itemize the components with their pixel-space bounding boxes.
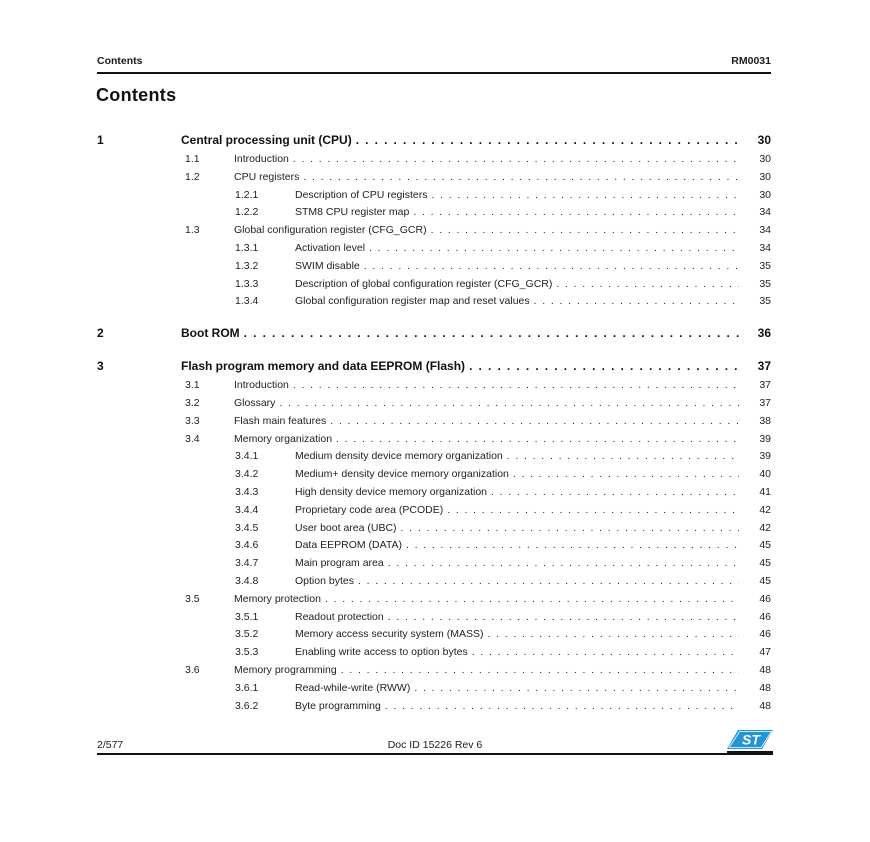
dot-leader bbox=[413, 206, 739, 219]
toc-entry-number: 3.4.6 bbox=[235, 539, 259, 552]
toc-entry-title: SWIM disable bbox=[295, 259, 360, 272]
toc-entry-number: 3.4 bbox=[185, 432, 200, 445]
toc-entry-title: Description of global configuration register (CFG_GCR) bbox=[295, 277, 553, 290]
toc-entry-number: 3.4.7 bbox=[235, 557, 259, 570]
toc-entry-page: 41 bbox=[759, 485, 771, 498]
toc-entry-number: 1.2.1 bbox=[235, 188, 259, 201]
toc-entry-page: 34 bbox=[759, 224, 771, 237]
toc-entry[interactable] bbox=[97, 646, 771, 664]
dot-leader bbox=[244, 326, 739, 340]
toc-entry[interactable] bbox=[97, 468, 771, 486]
dot-leader bbox=[385, 700, 739, 713]
toc-entry-number: 3.5.3 bbox=[235, 646, 259, 659]
toc-entry-number: 1.3.3 bbox=[235, 277, 259, 290]
toc-entry-number: 3.3 bbox=[185, 414, 200, 427]
toc-entry-title: Introduction bbox=[234, 153, 289, 165]
dot-leader bbox=[431, 189, 739, 202]
toc-entry-page: 37 bbox=[759, 379, 771, 392]
toc-entry-page: 40 bbox=[759, 468, 771, 481]
toc-entry[interactable] bbox=[97, 206, 771, 224]
dot-leader bbox=[431, 224, 739, 237]
dot-leader bbox=[556, 278, 739, 291]
toc-entry-title: High density device memory organization bbox=[295, 485, 488, 498]
toc-entry-title: Flash program memory and data EEPROM (Flash) bbox=[181, 359, 466, 374]
dot-leader bbox=[303, 171, 739, 184]
toc-entry-page: 45 bbox=[759, 574, 771, 587]
toc-entry[interactable] bbox=[97, 611, 771, 629]
toc-entry-number: 1.2 bbox=[185, 170, 200, 183]
dot-leader bbox=[447, 504, 739, 517]
toc-entry-title: Memory protection bbox=[234, 592, 321, 605]
toc-entry[interactable] bbox=[97, 171, 771, 189]
toc-entry[interactable] bbox=[97, 628, 771, 646]
toc-entry[interactable] bbox=[97, 242, 771, 260]
toc-entry-page: 39 bbox=[759, 450, 771, 463]
toc-entry[interactable] bbox=[97, 224, 771, 242]
toc-entry-page: 38 bbox=[759, 414, 771, 427]
toc-entry[interactable] bbox=[97, 557, 771, 575]
toc-entry[interactable] bbox=[97, 522, 771, 540]
dot-leader bbox=[491, 486, 739, 499]
dot-leader bbox=[369, 242, 739, 255]
toc-entry-number: 3.6.2 bbox=[235, 699, 259, 712]
toc-entry-title: STM8 CPU register map bbox=[295, 206, 410, 219]
dot-leader bbox=[534, 295, 739, 308]
toc-entry[interactable] bbox=[97, 260, 771, 278]
header-rule bbox=[97, 72, 771, 74]
toc-entry-title: Description of CPU registers bbox=[295, 188, 428, 201]
toc-entry-number: 3.5 bbox=[185, 592, 200, 605]
toc-entry-title: Enabling write access to option bytes bbox=[295, 646, 468, 659]
toc-entry-number: 3.4.8 bbox=[235, 574, 259, 587]
toc-entry-number: 3.5.2 bbox=[235, 628, 259, 641]
toc-entry-page: 48 bbox=[759, 699, 771, 712]
toc-entry-number: 3.4.5 bbox=[235, 521, 259, 534]
toc-entry[interactable] bbox=[97, 359, 771, 379]
toc-entry-page: 42 bbox=[759, 521, 771, 534]
toc-entry-number: 3 bbox=[97, 359, 104, 374]
toc-entry-page: 30 bbox=[759, 170, 771, 183]
toc-entry-number: 3.1 bbox=[185, 379, 200, 392]
footer-page-indicator: 2/577 bbox=[97, 739, 124, 751]
toc-entry-number: 1.3.1 bbox=[235, 241, 259, 254]
toc-entry-title: CPU registers bbox=[234, 170, 300, 183]
toc-entry-title: Main program area bbox=[295, 557, 384, 570]
toc-entry-title: Proprietary code area (PCODE) bbox=[295, 503, 444, 516]
toc-entry-title: Byte programming bbox=[295, 699, 381, 712]
toc-entry-number: 3.4.3 bbox=[235, 485, 259, 498]
dot-leader bbox=[364, 260, 739, 273]
dot-leader bbox=[293, 379, 739, 392]
toc-entry-page: 45 bbox=[759, 557, 771, 570]
dot-leader bbox=[293, 153, 739, 166]
footer-rule bbox=[97, 753, 773, 755]
toc-entry-title: Global configuration register (CFG_GCR) bbox=[234, 224, 427, 237]
toc-entry[interactable] bbox=[97, 664, 771, 682]
toc-entry-page: 48 bbox=[759, 681, 771, 694]
dot-leader bbox=[336, 433, 739, 446]
dot-leader bbox=[388, 557, 739, 570]
toc-entry-page: 35 bbox=[759, 277, 771, 290]
toc-entry-page: 46 bbox=[759, 592, 771, 605]
toc-entry-page: 30 bbox=[757, 133, 771, 147]
toc-entry[interactable] bbox=[97, 295, 771, 313]
toc-entry[interactable] bbox=[97, 326, 771, 346]
toc-entry-title: Data EEPROM (DATA) bbox=[295, 539, 402, 552]
toc-entry-page: 47 bbox=[759, 646, 771, 659]
dot-leader bbox=[487, 628, 739, 641]
toc-entry[interactable] bbox=[97, 593, 771, 611]
toc-entry-number: 3.6 bbox=[185, 663, 200, 676]
toc-entry-page: 46 bbox=[759, 610, 771, 623]
toc-entry-title: Memory organization bbox=[234, 432, 333, 445]
page-title: Contents bbox=[96, 85, 177, 105]
toc-entry-title: Option bytes bbox=[295, 574, 354, 587]
toc-entry-number: 1 bbox=[97, 133, 104, 147]
dot-leader bbox=[406, 539, 739, 552]
toc-entry-title: Introduction bbox=[234, 379, 289, 392]
toc-entry-number: 1.2.2 bbox=[235, 206, 259, 219]
toc-entry[interactable] bbox=[97, 133, 771, 153]
toc-entry-page: 34 bbox=[759, 241, 771, 254]
toc-entry[interactable] bbox=[97, 539, 771, 557]
toc-entry-page: 37 bbox=[759, 396, 771, 409]
toc-entry-page: 46 bbox=[759, 628, 771, 641]
dot-leader bbox=[472, 646, 739, 659]
footer-doc-id: Doc ID 15226 Rev 6 bbox=[387, 739, 483, 751]
toc-entry[interactable] bbox=[97, 379, 771, 397]
toc-entry-number: 1.3.2 bbox=[235, 259, 259, 272]
toc-entry-page: 37 bbox=[757, 359, 771, 374]
toc-entry-title: Medium density device memory organization bbox=[295, 450, 503, 463]
toc-entry-page: 34 bbox=[759, 206, 771, 219]
toc-entry-page: 42 bbox=[759, 503, 771, 516]
toc-entry-title: Readout protection bbox=[295, 610, 384, 623]
svg-text:ST: ST bbox=[742, 731, 760, 748]
toc-entry-number: 3.4.4 bbox=[235, 503, 259, 516]
toc-entry-title: Memory access security system (MASS) bbox=[295, 628, 484, 641]
toc-entry-title: Central processing unit (CPU) bbox=[181, 133, 352, 147]
toc-entry[interactable] bbox=[97, 189, 771, 207]
toc-entry-page: 35 bbox=[759, 295, 771, 308]
header-section-label: Contents bbox=[97, 55, 143, 67]
toc-entry[interactable] bbox=[97, 575, 771, 593]
dot-leader bbox=[279, 397, 739, 410]
toc-entry-page: 35 bbox=[759, 259, 771, 272]
dot-leader bbox=[325, 593, 739, 606]
toc-entry[interactable] bbox=[97, 450, 771, 468]
toc-entry-page: 45 bbox=[759, 539, 771, 552]
header-doc-ref: RM0031 bbox=[731, 55, 771, 67]
dot-leader bbox=[358, 575, 739, 588]
toc-entry[interactable] bbox=[97, 682, 771, 700]
toc-entry-title: Flash main features bbox=[234, 414, 327, 427]
toc-entry-number: 3.5.1 bbox=[235, 610, 259, 623]
toc-entry-title: User boot area (UBC) bbox=[295, 521, 397, 534]
toc-entry[interactable] bbox=[97, 486, 771, 504]
toc-entry[interactable] bbox=[97, 700, 771, 718]
toc-entry[interactable] bbox=[97, 433, 771, 451]
dot-leader bbox=[356, 133, 739, 147]
toc-entry[interactable] bbox=[97, 504, 771, 522]
toc-entry[interactable] bbox=[97, 415, 771, 433]
toc-entry[interactable] bbox=[97, 397, 771, 415]
toc-entry[interactable] bbox=[97, 278, 771, 296]
dot-leader bbox=[330, 415, 739, 428]
toc-entry-title: Read-while-write (RWW) bbox=[295, 681, 411, 694]
toc-entry-page: 39 bbox=[759, 432, 771, 445]
dot-leader bbox=[469, 359, 739, 373]
dot-leader bbox=[507, 450, 739, 463]
toc-entry-page: 36 bbox=[757, 326, 771, 341]
toc-entry-page: 30 bbox=[759, 188, 771, 201]
toc-entry-number: 1.3.4 bbox=[235, 295, 259, 308]
page-header bbox=[97, 55, 771, 67]
toc-entry-title: Medium+ density device memory organization bbox=[295, 468, 509, 481]
toc-entry-number: 3.2 bbox=[185, 396, 200, 409]
dot-leader bbox=[414, 682, 739, 695]
toc-list bbox=[97, 133, 771, 717]
toc-entry-title: Activation level bbox=[295, 241, 366, 254]
toc-entry-number: 3.6.1 bbox=[235, 681, 259, 694]
dot-leader bbox=[388, 611, 739, 624]
dot-leader bbox=[341, 664, 739, 677]
toc-entry-title: Global configuration register map and reset values bbox=[295, 295, 530, 308]
toc-entry-title: Memory programming bbox=[234, 663, 337, 676]
toc-entry-number: 3.4.2 bbox=[235, 468, 259, 481]
toc-entry-number: 1.1 bbox=[185, 153, 200, 165]
toc-entry-page: 48 bbox=[759, 663, 771, 676]
dot-leader bbox=[513, 468, 739, 481]
toc-entry-title: Boot ROM bbox=[181, 326, 240, 341]
dot-leader bbox=[401, 522, 739, 535]
toc-entry-number: 3.4.1 bbox=[235, 450, 259, 463]
toc-entry-page: 30 bbox=[759, 153, 771, 165]
toc-entry-number: 2 bbox=[97, 326, 104, 341]
st-logo-icon bbox=[727, 730, 773, 753]
toc-entry[interactable] bbox=[97, 153, 771, 171]
toc-entry-title: Glossary bbox=[234, 396, 276, 409]
toc-entry-number: 1.3 bbox=[185, 224, 200, 237]
